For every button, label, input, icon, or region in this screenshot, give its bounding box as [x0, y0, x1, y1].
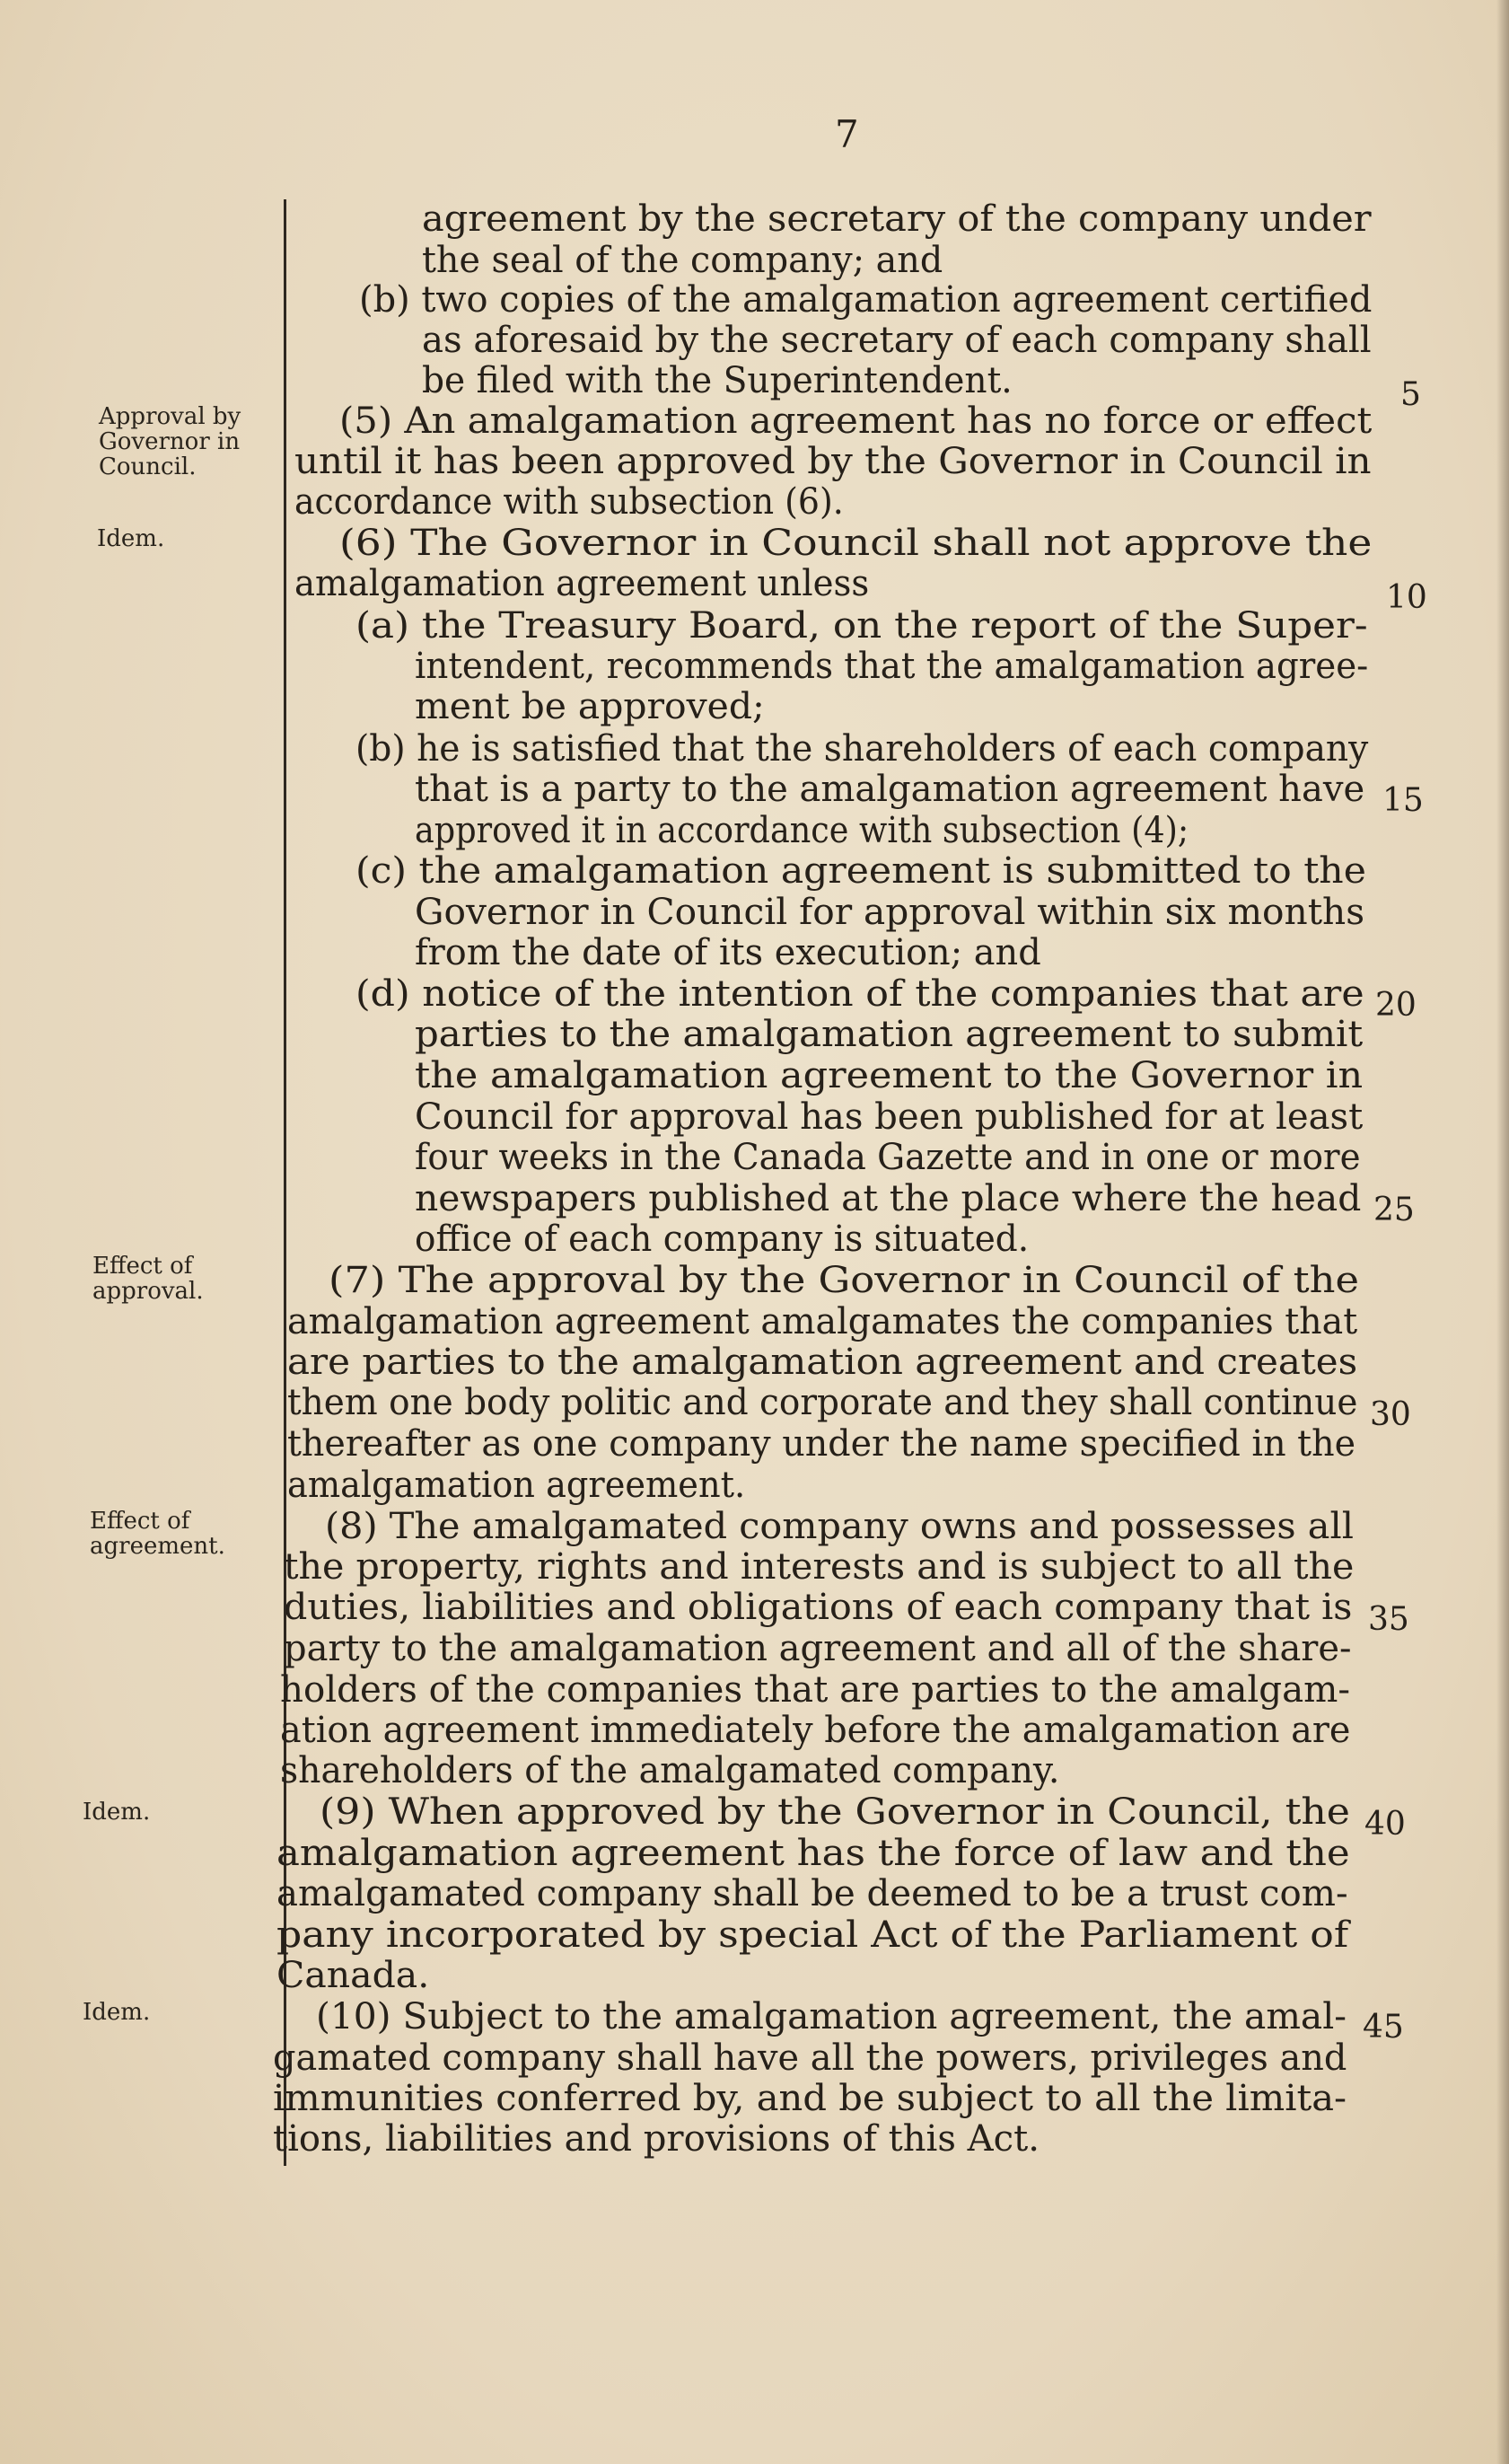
line-number: 45: [1363, 2009, 1404, 2046]
text-line: (b) he is satisfied that the shareholders of each company: [355, 728, 1369, 770]
text-line: amalgamation agreement unless: [294, 563, 870, 604]
text-line: (9) When approved by the Governor in Council, the: [320, 1791, 1350, 1833]
line-number: 25: [1373, 1192, 1415, 1228]
text-line: pany incorporated by special Act of the Parliament of: [276, 1914, 1349, 1956]
margin-note-line: Governor in: [99, 428, 241, 455]
line-number: 20: [1375, 987, 1417, 1024]
text-line: parties to the amalgamation agreement to submit: [415, 1014, 1364, 1055]
text-line: amalgamated company shall be deemed to be a trust com-: [276, 1873, 1348, 1914]
text-line: agreement by the secretary of the company under: [422, 198, 1372, 240]
margin-note: [99, 404, 278, 480]
text-line: (8) The amalgamated company owns and possesses all: [325, 1506, 1354, 1547]
text-line: (a) the Treasury Board, on the report of the Super-: [355, 605, 1368, 647]
text-line: (10) Subject to the amalgamation agreement, the amal-: [316, 1996, 1347, 2037]
text-line: thereafter as one company under the name specified in the: [287, 1423, 1356, 1465]
line-number: 10: [1386, 579, 1427, 616]
margin-note-line: Idem.: [83, 1999, 151, 2026]
text-line: gamated company shall have all the powers, privileges and: [273, 2037, 1347, 2079]
text-line: the property, rights and interests and is subject to all the: [284, 1546, 1355, 1588]
line-number: 15: [1382, 782, 1424, 819]
text-line: (d) notice of the intention of the companies that are: [355, 973, 1364, 1015]
text-line: immunities conferred by, and be subject to all the limita-: [273, 2078, 1347, 2119]
margin-note-line: Idem.: [83, 1799, 151, 1826]
text-line: (5) An amalgamation agreement has no force or effect: [339, 400, 1373, 442]
text-line: until it has been approved by the Governor in Council in: [294, 441, 1372, 482]
text-line: office of each company is situated.: [415, 1219, 1030, 1260]
text-line: party to the amalgamation agreement and all of the share-: [284, 1628, 1352, 1669]
text-line: holders of the companies that are parties to the amalgam-: [280, 1669, 1351, 1711]
margin-note-line: Council.: [99, 453, 197, 480]
text-line: that is a party to the amalgamation agreement have: [415, 769, 1365, 810]
text-line: be filed with the Superintendent.: [422, 360, 1013, 401]
text-line: accordance with subsection (6).: [294, 481, 844, 523]
text-line: Council for approval has been published for at least: [415, 1096, 1364, 1138]
margin-note-line: Effect of: [90, 1508, 190, 1535]
line-number: 35: [1368, 1601, 1409, 1638]
margin-note: [97, 526, 276, 551]
margin-note-line: agreement.: [90, 1533, 225, 1560]
text-line: intendent, recommends that the amalgamation agree-: [415, 646, 1369, 687]
text-line: ment be approved;: [415, 686, 765, 727]
margin-note: [92, 1254, 272, 1304]
text-line: tions, liabilities and provisions of this Act.: [273, 2118, 1040, 2160]
text-line: the amalgamation agreement to the Governor in: [415, 1055, 1364, 1096]
text-line: (6) The Governor in Council shall not approve the: [339, 523, 1373, 564]
page-edge-shadow: [1496, 0, 1509, 2464]
text-line: amalgamation agreement amalgamates the companies that: [287, 1301, 1358, 1342]
text-line: (7) The approval by the Governor in Council of the: [329, 1260, 1359, 1301]
line-number: 40: [1364, 1806, 1406, 1843]
margin-note-line: Approval by: [99, 403, 241, 430]
line-number: 5: [1400, 376, 1421, 413]
text-line: duties, liabilities and obligations of each company that is: [284, 1587, 1353, 1628]
text-line: them one body politic and corporate and they shall continue: [287, 1382, 1358, 1423]
text-line: Governor in Council for approval within six months: [415, 892, 1365, 933]
line-number: 30: [1370, 1396, 1411, 1433]
text-line: (c) the amalgamation agreement is submitted to the: [355, 850, 1366, 892]
margin-note: [83, 2000, 262, 2025]
text-line: (b) two copies of the amalgamation agreement certified: [359, 279, 1373, 321]
text-line: approved it in accordance with subsection (4);: [415, 810, 1189, 851]
text-line: four weeks in the Canada Gazette and in one or more: [415, 1137, 1361, 1178]
margin-note: [90, 1509, 269, 1559]
text-line: Canada.: [276, 1955, 430, 1996]
margin-note-line: approval.: [92, 1278, 204, 1305]
margin-note-line: Idem.: [97, 525, 165, 552]
page-number: 7: [835, 112, 859, 156]
text-line: from the date of its execution; and: [415, 932, 1041, 973]
text-line: amalgamation agreement.: [287, 1465, 746, 1506]
text-line: newspapers published at the place where the head: [415, 1178, 1362, 1219]
margin-note: [83, 1800, 262, 1825]
text-line: amalgamation agreement has the force of law and the: [276, 1833, 1350, 1874]
text-line: shareholders of the amalgamated company.: [280, 1750, 1060, 1791]
text-line: as aforesaid by the secretary of each company shall: [422, 320, 1372, 361]
margin-note-line: Effect of: [92, 1253, 193, 1280]
text-line: are parties to the amalgamation agreement and creates: [287, 1342, 1358, 1383]
text-line: ation agreement immediately before the amalgamation are: [280, 1710, 1351, 1751]
text-line: the seal of the company; and: [422, 240, 943, 281]
